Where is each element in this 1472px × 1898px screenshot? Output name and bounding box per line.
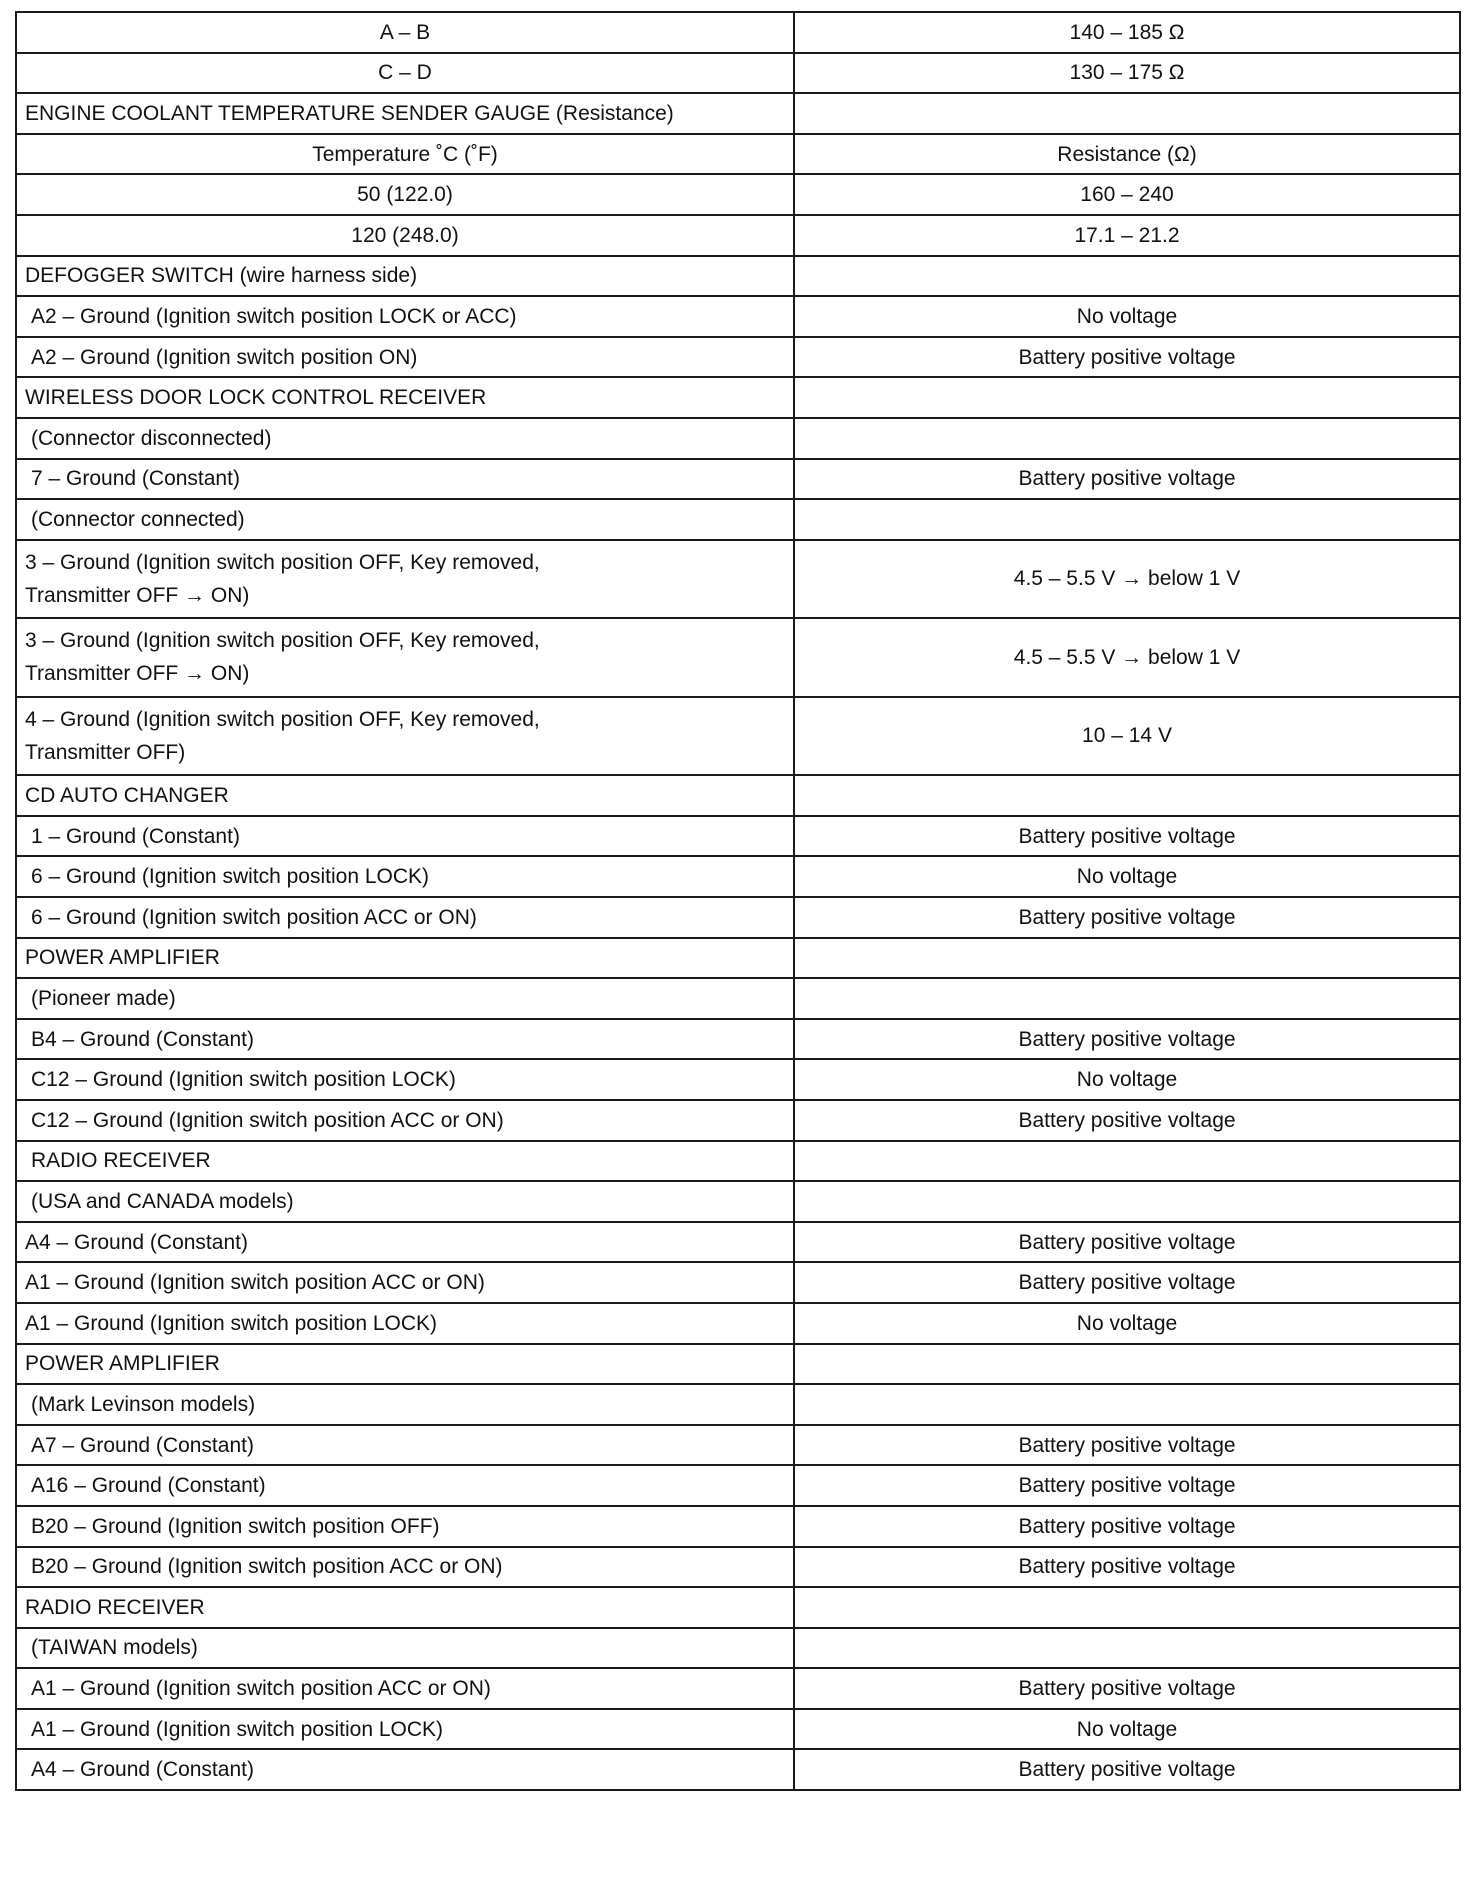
table-row [16, 1222, 1460, 1263]
item-cell [16, 1587, 794, 1628]
table-row [16, 93, 1460, 134]
item-cell [16, 93, 794, 134]
table-row [16, 256, 1460, 297]
table-row [16, 540, 1460, 619]
spec-cell [794, 256, 1460, 297]
spec-value: 160 – 240 [1080, 183, 1174, 207]
item-text: POWER AMPLIFIER [25, 946, 220, 970]
item-text: 3 – Ground (Ignition switch position OFF, Key removed, [25, 550, 540, 574]
spec-cell [794, 618, 1460, 697]
spec-value: No voltage [1076, 1068, 1178, 1092]
item-cell [16, 1181, 794, 1222]
item-cell [16, 816, 794, 857]
table-row [16, 1059, 1460, 1100]
table-row [16, 215, 1460, 256]
spec-value: Battery positive voltage [1018, 824, 1236, 848]
item-cell [16, 499, 794, 540]
spec-value: Battery positive voltage [1018, 345, 1236, 369]
spec-value: Battery positive voltage [1018, 1027, 1236, 1051]
item-cell [16, 697, 794, 776]
item-text: 50 (122.0) [357, 183, 453, 207]
table-row [16, 1506, 1460, 1547]
item-cell [16, 1222, 794, 1263]
item-cell [16, 938, 794, 979]
spec-value: 4.5 – 5.5 V → below 1 V [1013, 645, 1241, 669]
item-cell [16, 1303, 794, 1344]
item-cell [16, 1100, 794, 1141]
spec-value: 4.5 – 5.5 V → below 1 V [1013, 567, 1241, 591]
item-cell [16, 1506, 794, 1547]
table-row [16, 1100, 1460, 1141]
item-cell [16, 1059, 794, 1100]
spec-cell [794, 540, 1460, 619]
item-cell [16, 1547, 794, 1588]
spec-value: No voltage [1076, 1717, 1178, 1741]
table-row [16, 938, 1460, 979]
item-cell [16, 215, 794, 256]
item-text: B20 – Ground (Ignition switch position ACC or ON) [31, 1555, 503, 1579]
spec-cell [794, 1059, 1460, 1100]
spec-value: 130 – 175 Ω [1069, 61, 1185, 85]
table-row [16, 618, 1460, 697]
spec-cell [794, 53, 1460, 94]
item-cell [16, 1141, 794, 1182]
item-text: A – B [379, 20, 431, 44]
item-cell [16, 12, 794, 53]
table-row [16, 1141, 1460, 1182]
item-text: 7 – Ground (Constant) [31, 467, 240, 491]
spec-value: No voltage [1076, 865, 1178, 889]
table-row [16, 418, 1460, 459]
item-text: POWER AMPLIFIER [25, 1352, 220, 1376]
spec-cell [794, 12, 1460, 53]
item-text: RADIO RECEIVER [25, 1595, 205, 1619]
item-text: A7 – Ground (Constant) [31, 1433, 254, 1457]
spec-cell [794, 1465, 1460, 1506]
item-text: (Mark Levinson models) [31, 1392, 256, 1416]
spec-cell [794, 459, 1460, 500]
spec-cell [794, 1141, 1460, 1182]
item-text: B20 – Ground (Ignition switch position OFF) [31, 1514, 440, 1538]
spec-cell [794, 697, 1460, 776]
table-row [16, 12, 1460, 53]
item-text: 6 – Ground (Ignition switch position LOCK) [31, 865, 430, 889]
spec-cell [794, 1303, 1460, 1344]
table-row [16, 897, 1460, 938]
item-text: RADIO RECEIVER [31, 1149, 211, 1173]
spec-cell [794, 1506, 1460, 1547]
spec-value: Battery positive voltage [1018, 467, 1236, 491]
spec-cell [794, 499, 1460, 540]
table-row [16, 1749, 1460, 1790]
table-row [16, 978, 1460, 1019]
item-cell [16, 459, 794, 500]
item-text: C – D [378, 61, 432, 85]
table-row [16, 1019, 1460, 1060]
spec-cell [794, 1222, 1460, 1263]
item-text: CD AUTO CHANGER [25, 784, 229, 808]
spec-cell [794, 377, 1460, 418]
table-row [16, 1425, 1460, 1466]
item-text: A1 – Ground (Ignition switch position LOCK) [31, 1717, 444, 1741]
spec-value: Battery positive voltage [1018, 1230, 1236, 1254]
item-text: (USA and CANADA models) [31, 1189, 294, 1213]
item-text: C12 – Ground (Ignition switch position ACC or ON) [31, 1108, 504, 1132]
item-text: WIRELESS DOOR LOCK CONTROL RECEIVER [25, 386, 487, 410]
item-cell [16, 856, 794, 897]
item-text-continued: Transmitter OFF) [25, 740, 186, 764]
spec-value: Battery positive voltage [1018, 1271, 1236, 1295]
item-text: (TAIWAN models) [31, 1636, 198, 1660]
item-text: Temperature ˚C (˚F) [312, 142, 498, 166]
item-cell [16, 418, 794, 459]
item-text: 1 – Ground (Constant) [31, 824, 240, 848]
item-text: A1 – Ground (Ignition switch position LOCK) [25, 1311, 438, 1335]
item-cell [16, 1709, 794, 1750]
item-cell [16, 377, 794, 418]
item-cell [16, 174, 794, 215]
item-text: DEFOGGER SWITCH (wire harness side) [25, 264, 418, 288]
spec-cell [794, 215, 1460, 256]
spec-value: No voltage [1076, 1311, 1178, 1335]
table-row [16, 1384, 1460, 1425]
specification-table [15, 11, 1461, 1791]
item-cell [16, 1262, 794, 1303]
spec-cell [794, 897, 1460, 938]
table-row [16, 337, 1460, 378]
item-text: A4 – Ground (Constant) [31, 1758, 254, 1782]
item-text: C12 – Ground (Ignition switch position LOCK) [31, 1068, 456, 1092]
spec-value: Battery positive voltage [1018, 1514, 1236, 1538]
table-row [16, 775, 1460, 816]
table-row [16, 459, 1460, 500]
item-text: A1 – Ground (Ignition switch position ACC or ON) [31, 1677, 491, 1701]
spec-cell [794, 775, 1460, 816]
item-cell [16, 540, 794, 619]
table-row [16, 1547, 1460, 1588]
item-cell [16, 1628, 794, 1669]
table-row [16, 1181, 1460, 1222]
spec-cell [794, 1181, 1460, 1222]
item-text: 6 – Ground (Ignition switch position ACC or ON) [31, 905, 477, 929]
item-text-continued: Transmitter OFF → ON) [25, 583, 250, 607]
spec-cell [794, 1425, 1460, 1466]
spec-cell [794, 978, 1460, 1019]
table-row [16, 1465, 1460, 1506]
item-text: (Connector connected) [31, 507, 245, 531]
spec-value: Battery positive voltage [1018, 905, 1236, 929]
spec-value: Battery positive voltage [1018, 1555, 1236, 1579]
item-text: ENGINE COOLANT TEMPERATURE SENDER GAUGE (Resistance) [25, 101, 674, 125]
item-cell [16, 296, 794, 337]
item-cell [16, 775, 794, 816]
table-row [16, 1303, 1460, 1344]
table-row [16, 816, 1460, 857]
item-cell [16, 1465, 794, 1506]
item-cell [16, 1749, 794, 1790]
spec-cell [794, 816, 1460, 857]
spec-cell [794, 1668, 1460, 1709]
spec-cell [794, 1709, 1460, 1750]
item-text: 4 – Ground (Ignition switch position OFF, Key removed, [25, 707, 540, 731]
table-row [16, 174, 1460, 215]
item-text: A1 – Ground (Ignition switch position ACC or ON) [25, 1271, 485, 1295]
table-row [16, 1344, 1460, 1385]
item-cell [16, 897, 794, 938]
item-cell [16, 337, 794, 378]
spec-value: 10 – 14 V [1082, 724, 1172, 748]
spec-cell [794, 1628, 1460, 1669]
spec-value: Battery positive voltage [1018, 1474, 1236, 1498]
item-cell [16, 1425, 794, 1466]
item-cell [16, 1344, 794, 1385]
item-text: (Connector disconnected) [31, 426, 272, 450]
spec-value: Battery positive voltage [1018, 1758, 1236, 1782]
spec-cell [794, 1749, 1460, 1790]
item-text: A2 – Ground (Ignition switch position ON) [31, 345, 418, 369]
spec-cell [794, 856, 1460, 897]
table-row [16, 1668, 1460, 1709]
table-row [16, 134, 1460, 175]
spec-value: Battery positive voltage [1018, 1433, 1236, 1457]
item-cell [16, 134, 794, 175]
spec-cell [794, 1587, 1460, 1628]
item-cell [16, 1668, 794, 1709]
specification-table-body [16, 12, 1460, 1790]
spec-value: Battery positive voltage [1018, 1677, 1236, 1701]
item-cell [16, 1384, 794, 1425]
table-row [16, 296, 1460, 337]
item-cell [16, 256, 794, 297]
spec-cell [794, 337, 1460, 378]
item-text-continued: Transmitter OFF → ON) [25, 662, 250, 686]
table-row [16, 53, 1460, 94]
item-text: (Pioneer made) [31, 986, 176, 1010]
item-text: A4 – Ground (Constant) [25, 1230, 248, 1254]
item-text: 3 – Ground (Ignition switch position OFF, Key removed, [25, 629, 540, 653]
spec-cell [794, 1100, 1460, 1141]
spec-value: No voltage [1076, 304, 1178, 328]
spec-cell [794, 296, 1460, 337]
item-text: A16 – Ground (Constant) [31, 1474, 266, 1498]
spec-value: 17.1 – 21.2 [1074, 223, 1180, 247]
item-text: 120 (248.0) [351, 223, 459, 247]
item-text: B4 – Ground (Constant) [31, 1027, 254, 1051]
spec-cell [794, 938, 1460, 979]
spec-cell [794, 1019, 1460, 1060]
item-cell [16, 1019, 794, 1060]
spec-value: Battery positive voltage [1018, 1108, 1236, 1132]
spec-cell [794, 418, 1460, 459]
item-text: A2 – Ground (Ignition switch position LOCK or ACC) [31, 304, 517, 328]
item-cell [16, 618, 794, 697]
spec-value: 140 – 185 Ω [1069, 20, 1185, 44]
spec-cell [794, 174, 1460, 215]
table-row [16, 1587, 1460, 1628]
item-cell [16, 978, 794, 1019]
table-row [16, 499, 1460, 540]
spec-value: Resistance (Ω) [1057, 142, 1197, 166]
spec-cell [794, 134, 1460, 175]
table-row [16, 697, 1460, 776]
table-row [16, 1262, 1460, 1303]
spec-cell [794, 1384, 1460, 1425]
spec-cell [794, 93, 1460, 134]
table-row [16, 1709, 1460, 1750]
table-row [16, 377, 1460, 418]
spec-cell [794, 1262, 1460, 1303]
spec-cell [794, 1547, 1460, 1588]
table-row [16, 1628, 1460, 1669]
spec-cell [794, 1344, 1460, 1385]
table-row [16, 856, 1460, 897]
item-cell [16, 53, 794, 94]
